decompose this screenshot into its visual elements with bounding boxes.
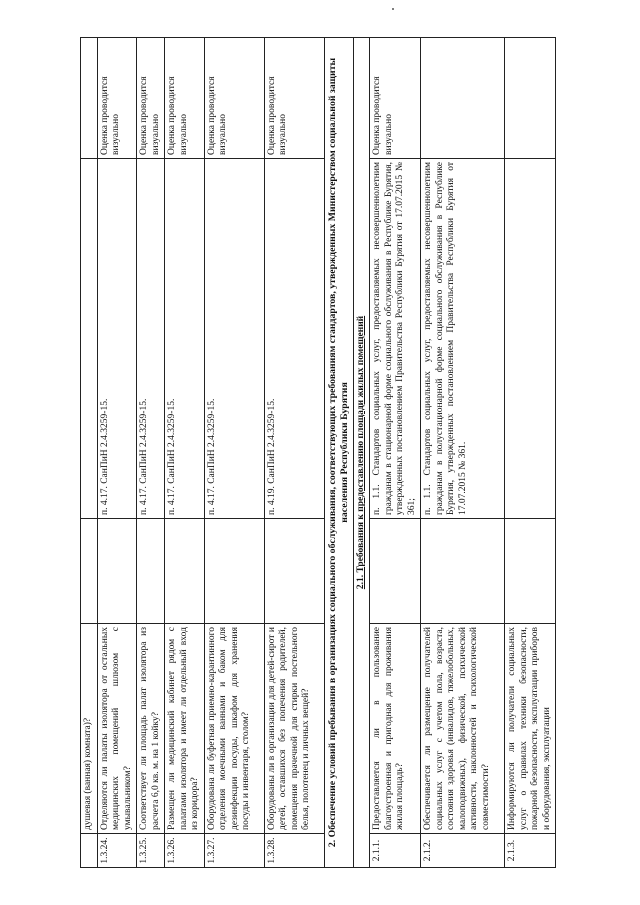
row-norm: п. 4.17. СанПиН 2.4.3259-15. (165, 159, 205, 519)
row-method (421, 38, 505, 159)
row-question: Оборудована ли буфетная приемно-карантинного отделения моечными ваннами и баком для дезинфекции посуды, шкафом для хранения посуды и инвентаря, столом? (204, 624, 264, 834)
row-method: Оценка проводится визуально (204, 38, 264, 159)
row-method (505, 38, 556, 159)
row-number: 1.3.26. (165, 834, 205, 868)
section-heading-row (324, 38, 353, 868)
row-answer-cell (421, 519, 505, 624)
row-norm: п. 4.19. СанПиН 2.4.3259-15. (264, 159, 324, 519)
row-method: Оценка проводится визуально (264, 38, 324, 159)
table-row (421, 38, 505, 868)
row-answer-cell (370, 519, 421, 624)
table-body (81, 38, 556, 868)
row-number: 2.1.2. (421, 834, 505, 868)
checklist-table (80, 37, 556, 868)
row-method (81, 38, 98, 159)
rotated-table-container (80, 38, 552, 868)
row-question: Оборудованы ли в организации для детей-сирот и детей, оставшихся без попечения родителей, помещения прачечной для стирки постельного белья, полотенец и личных вещей? (264, 624, 324, 834)
row-norm (505, 159, 556, 519)
section-title: 2. Обеспечение условий пребывания в организациях социального обслуживания, соответствующих требованиям стандартов, утвержденных Министерством социальной защиты населения Республики Бурятия (324, 38, 353, 868)
row-norm (81, 159, 98, 519)
table-row (264, 38, 324, 868)
row-question: Предоставляется ли в пользование благоустроенная и пригодная для проживания жилая площадь? (370, 624, 421, 834)
table-row (81, 38, 98, 868)
table-row (505, 38, 556, 868)
row-question: Соответствует ли площадь палат изолятора из расчета 6,0 кв. м. на 1 койку? (137, 624, 165, 834)
table-row (97, 38, 137, 868)
row-question: Информируются ли получатели социальных услуг о правилах техники безопасности, пожарной безопасности, эксплуатации приборов и оборудования, эксплуатации (505, 624, 556, 834)
row-method: Оценка проводится визуально (97, 38, 137, 159)
row-norm: п. 4.17. СанПиН 2.4.3259-15. (97, 159, 137, 519)
row-number: 1.3.25. (137, 834, 165, 868)
row-norm: п. 4.17. СанПиН 2.4.3259-15. (204, 159, 264, 519)
row-norm: п. 4.17. СанПиН 2.4.3259-15. (137, 159, 165, 519)
row-question: душевая (ванная) комната)? (81, 624, 98, 834)
row-number: 1.3.27. (204, 834, 264, 868)
row-question: Размещен ли медицинский кабинет рядом с палатами изолятора и имеет ли отдельный вход из коридора? (165, 624, 205, 834)
row-method: Оценка проводится визуально (137, 38, 165, 159)
table-row (137, 38, 165, 868)
row-answer-cell (165, 519, 205, 624)
row-number: 1.3.28. (264, 834, 324, 868)
row-answer-cell (81, 519, 98, 624)
row-question: Отделяются ли палаты изолятора от остальных медицинских помещений шлюзом с умывальником? (97, 624, 137, 834)
row-question: Обеспечивается ли размещение получателей социальных услуг с учетом пола, возраста, состояния здоровья (инвалидов, тяжелобольных, малоподвижных), физической, психической активности, наклонностей и психологической совместимости? (421, 624, 505, 834)
row-answer-cell (97, 519, 137, 624)
row-norm: п. 1.1. Стандартов социальных услуг, предоставляемых несовершеннолетним гражданам в полустационарной форме социального обслуживания в Республике Бурятия, утвержденных постановлением Правительства Республики Бурятия от 17.07.2015 № 361. (421, 159, 505, 519)
row-method: Оценка проводится визуально (370, 38, 421, 159)
row-answer-cell (137, 519, 165, 624)
row-answer-cell (264, 519, 324, 624)
scan-speck (392, 8, 394, 10)
row-norm: п. 1.1. Стандартов социальных услуг, предоставляемых несовершеннолетним гражданам в стационарной форме социального обслуживания в Республике Бурятия, утвержденных постановлением Правительства Республики Бурятия от 17.07.2015 № 361; (370, 159, 421, 519)
row-number: 2.1.3. (505, 834, 556, 868)
row-answer-cell (204, 519, 264, 624)
table-row (165, 38, 205, 868)
row-number (81, 834, 98, 868)
row-method: Оценка проводится визуально (165, 38, 205, 159)
subsection-title: 2.1. Требования к предоставлению площади жилых помещений (353, 38, 370, 868)
row-number: 1.3.24. (97, 834, 137, 868)
subsection-heading-row (353, 38, 370, 868)
table-row (204, 38, 264, 868)
row-answer-cell (505, 519, 556, 624)
table-row (370, 38, 421, 868)
row-number: 2.1.1. (370, 834, 421, 868)
